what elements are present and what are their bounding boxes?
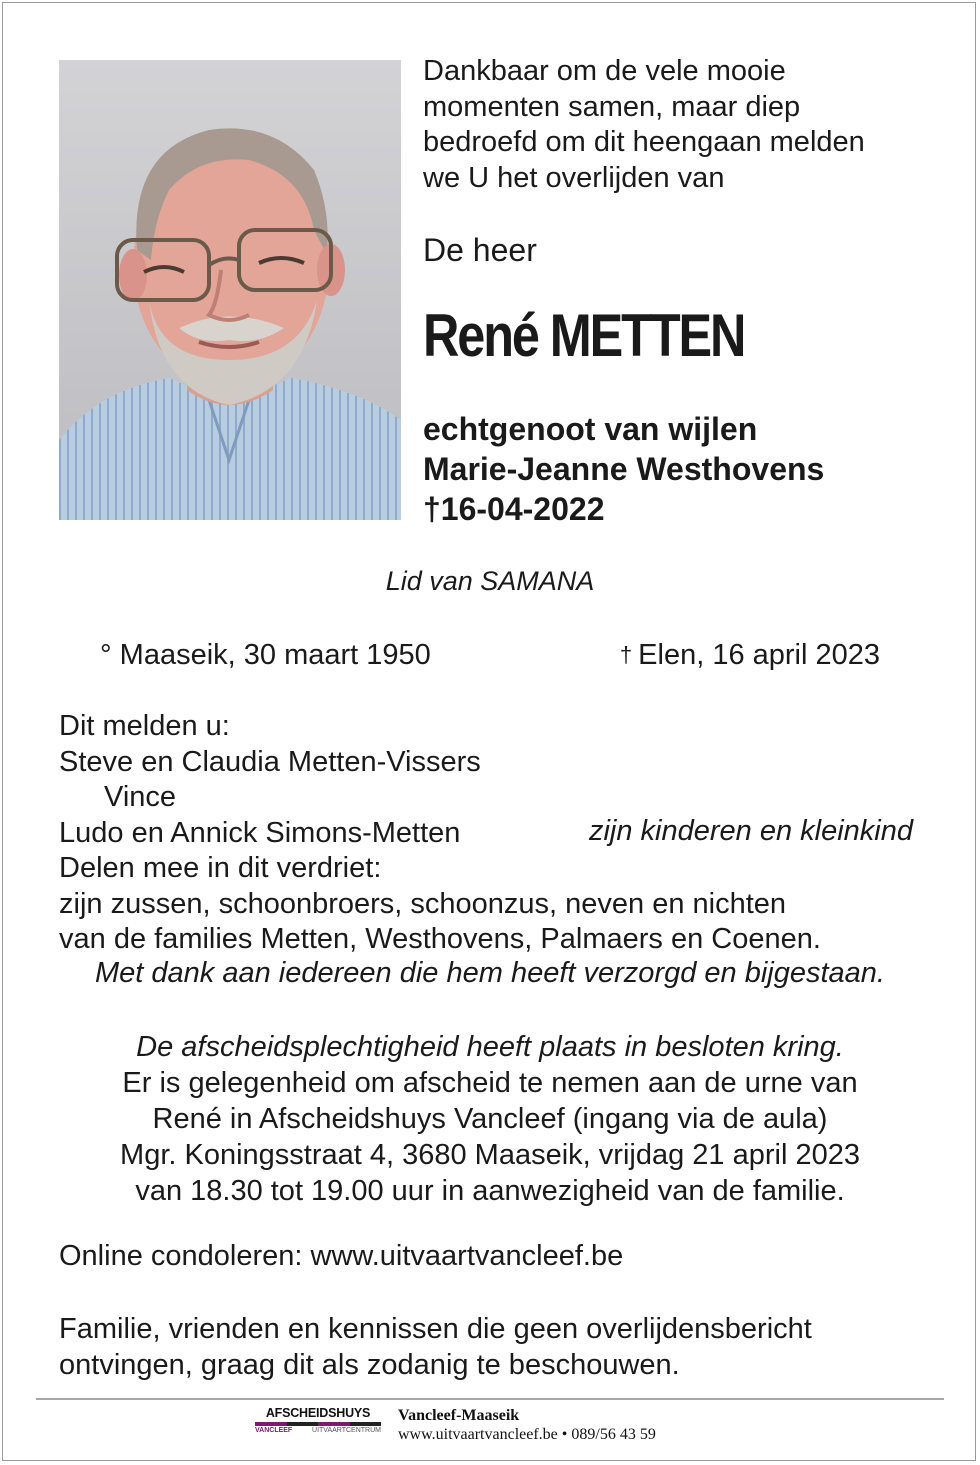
sharing-line: zijn zussen, schoonbroers, schoonzus, neven en nichten — [59, 887, 787, 920]
spouse-info — [423, 409, 824, 529]
announcer-line: Ludo en Annick Simons-Metten — [59, 816, 461, 849]
deceased-name: René METTEN — [423, 302, 745, 369]
ceremony-line: Mgr. Koningsstraat 4, 3680 Maaseik, vrijdag 21 april 2023 — [120, 1139, 860, 1171]
ceremony-line: Er is gelegenheid om afscheid te nemen aan de urne van — [122, 1067, 858, 1099]
footer-contact — [398, 1406, 656, 1444]
death-info — [620, 639, 880, 672]
death-text: Elen, 16 april 2023 — [638, 639, 880, 671]
announcers-heading: Dit melden u: — [59, 710, 230, 742]
spouse-death-date: †16-04-2022 — [423, 491, 605, 527]
spouse-name: Marie-Jeanne Westhovens — [423, 451, 825, 487]
logo-bar — [255, 1422, 381, 1426]
closing-note — [59, 1312, 812, 1383]
intro-line: Dankbaar om de vele mooie — [423, 55, 786, 87]
spouse-relation: echtgenoot van wijlen — [423, 411, 758, 447]
portrait-photo — [59, 60, 401, 520]
birth-text: Maaseik, 30 maart 1950 — [119, 639, 431, 671]
title-prefix: De heer — [423, 232, 537, 268]
children-relation: zijn kinderen en kleinkind — [588, 815, 913, 847]
online-condolence[interactable]: Online condoleren: www.uitvaartvancleef.be — [59, 1240, 624, 1272]
closing-line: Familie, vrienden en kennissen die geen overlijdensbericht — [59, 1313, 812, 1345]
birth-symbol: ° — [100, 639, 112, 671]
closing-line: ontvingen, graag dit als zodanig te beschouwen. — [59, 1348, 680, 1381]
logo-main-text: AFSCHEIDSHUYS — [265, 1406, 371, 1420]
sharing-heading: Delen mee in dit verdriet: — [59, 852, 382, 884]
ceremony-line: van 18.30 tot 19.00 uur in aanwezigheid van de familie. — [135, 1175, 845, 1207]
intro-text — [423, 54, 943, 196]
intro-line: we U het overlijden van — [423, 161, 725, 194]
membership: Lid van SAMANA — [385, 566, 595, 596]
footer-company: Vancleef-Maaseik — [398, 1407, 520, 1424]
announcer-line: Vince — [104, 781, 177, 813]
birth-info — [100, 639, 431, 672]
thanks-note: Met dank aan iedereen die hem heeft verzorgd en bijgestaan. — [95, 957, 885, 989]
footer-contact-line[interactable]: www.uitvaartvancleef.be • 089/56 43 59 — [398, 1426, 656, 1443]
ceremony-line: René in Afscheidshuys Vancleef (ingang via de aula) — [152, 1103, 828, 1135]
death-cross-icon: † — [619, 642, 633, 667]
logo-sub-left: VANCLEEF — [255, 1427, 293, 1434]
intro-line: bedroefd om dit heengaan melden — [423, 126, 865, 158]
funeral-home-logo — [255, 1406, 381, 1434]
sharing-line: van de families Metten, Westhovens, Palmaers en Coenen. — [59, 923, 821, 955]
ceremony-line: De afscheidsplechtigheid heeft plaats in besloten kring. — [136, 1031, 844, 1063]
intro-line: momenten samen, maar diep — [423, 90, 801, 123]
logo-sub — [255, 1427, 381, 1434]
logo-sub-right: UITVAARTCENTRUM — [312, 1427, 381, 1434]
ceremony-info — [0, 1029, 980, 1209]
announcer-line: Steve en Claudia Metten-Vissers — [59, 745, 481, 778]
footer-divider — [36, 1398, 944, 1400]
